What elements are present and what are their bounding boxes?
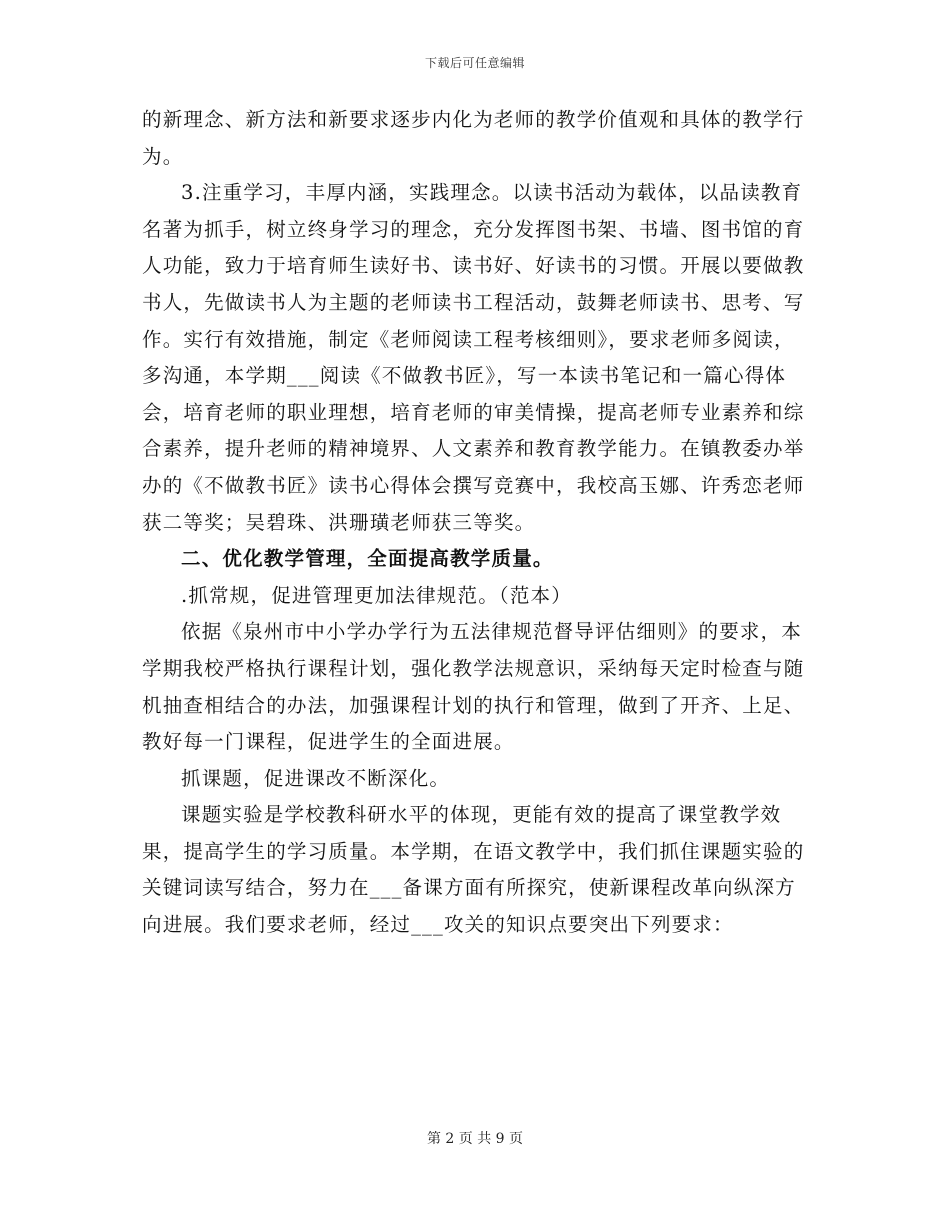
paragraph-curriculum: 依据《泉州市中小学办学行为五法律规范督导评估细则》的要求，本学期我校严格执行课程计划，强化教学法规意识，采纳每天定时检查与随机抽查相结合的办法，加强课程计划的执行和管理，做到了开齐、上足、教好每一门课程，促进学生的全面进展。 bbox=[142, 620, 805, 754]
page-number: 第 2 页 共 9 页 bbox=[426, 1131, 524, 1147]
document-body bbox=[142, 102, 810, 944]
page-header: 下载后可任意编辑 bbox=[424, 56, 525, 70]
subheading-research: 抓课题，促进课改不断深化。 bbox=[181, 766, 451, 790]
paragraph-continuation: 的新理念、新方法和新要求逐步内化为老师的教学价值观和具体的教学行为。 bbox=[142, 108, 805, 168]
paragraph-reading-activity: 3.注重学习，丰厚内涵，实践理念。以读书活动为载体，以品读教育名著为抓手，树立终身学习的理念，充分发挥图书架、书墙、图书馆的育人功能，致力于培育师生读好书、读书好、好读书的习惯。开展以要做教书人，先做读书人为主题的老师读书工程活动，鼓舞老师读书、思考、写作。实行有效措施，制定《老师阅读工程考核细则》，要求老师多阅读，多沟通，本学期___阅读《不做教书匠》，写一本读书笔记和一篇心得体会，培育老师的职业理想，培育老师的审美情操，提高老师专业素养和综合素养，提升老师的精神境界、人文素养和教育教学能力。在镇教委办举办的《不做教书匠》读书心得体会撰写竞赛中，我校高玉娜、许秀恋老师获二等奖；吴碧珠、洪珊璜老师获三等奖。 bbox=[142, 181, 805, 534]
paragraph-research: 课题实验是学校教科研水平的体现，更能有效的提高了课堂教学效果，提高学生的学习质量。本学期，在语文教学中，我们抓住课题实验的关键词读写结合，努力在___备课方面有所探究，使新课程改革向纵深方向进展。我们要求老师，经过___攻关的知识点要突出下列要求： bbox=[142, 803, 805, 937]
subheading-routine: .抓常规，促进管理更加法律规范。（范本） bbox=[181, 583, 572, 607]
section-heading: 二、优化教学管理，全面提高教学质量。 bbox=[181, 547, 554, 571]
